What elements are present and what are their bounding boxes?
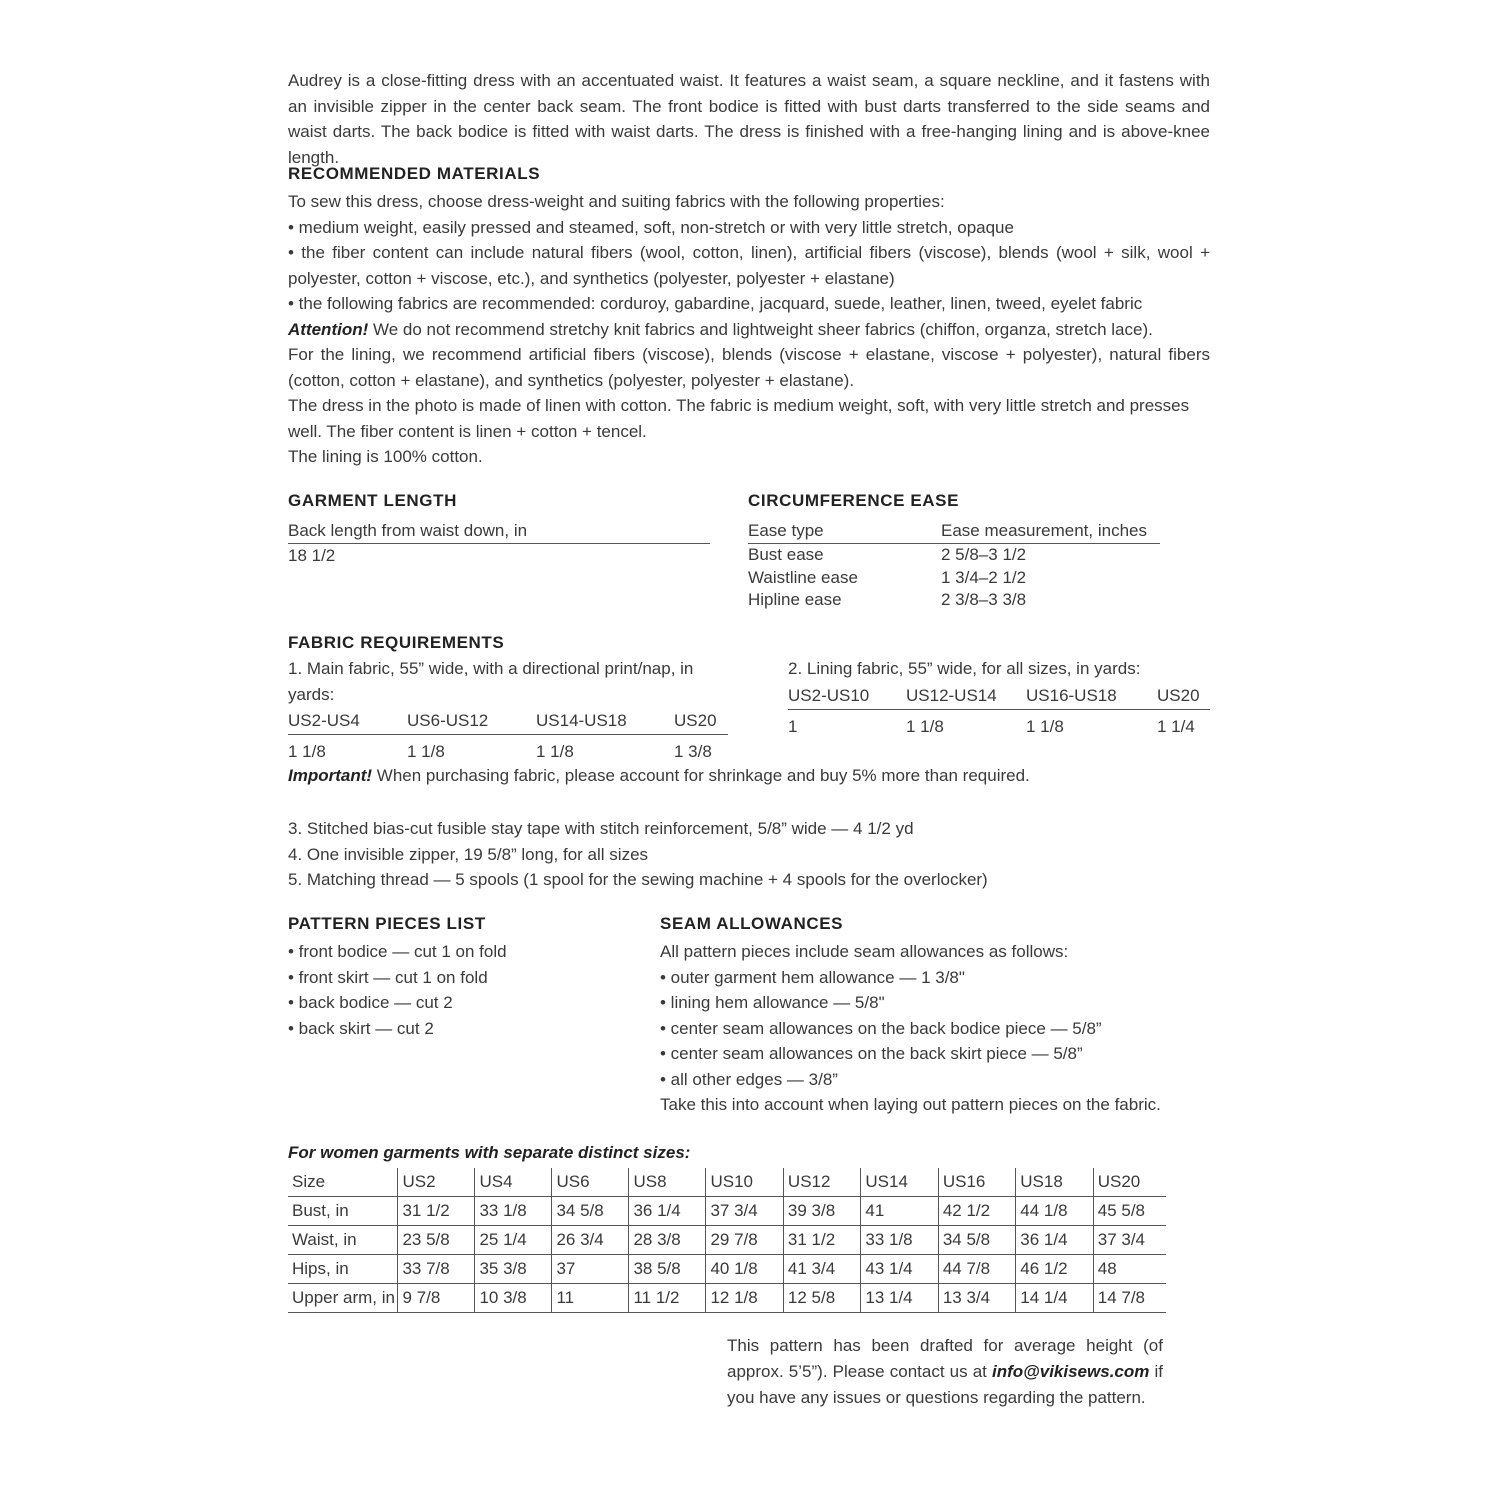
- ease-type: Hipline ease: [748, 590, 842, 610]
- lining-fabric-header-row: [788, 682, 1210, 710]
- table-cell: 33 1/8: [861, 1226, 938, 1255]
- size-header-cell: US8: [629, 1168, 706, 1197]
- main-fabric-size: US20: [674, 711, 717, 730]
- table-cell: 35 3/8: [475, 1255, 552, 1284]
- garment-length-title: GARMENT LENGTH: [288, 491, 457, 510]
- table-cell: 25 1/4: [475, 1226, 552, 1255]
- size-header-cell: US6: [552, 1168, 629, 1197]
- materials-section: [288, 163, 1210, 470]
- materials-bullet-1: • medium weight, easily pressed and steamed, soft, non-stretch or with very little stretch, opaque: [288, 217, 1014, 237]
- table-cell: 10 3/8: [475, 1284, 552, 1313]
- table-cell: 48: [1093, 1255, 1166, 1284]
- attention-note: [288, 317, 1210, 343]
- table-cell: 11 1/2: [629, 1284, 706, 1313]
- ease-col-type: Ease type: [748, 521, 824, 540]
- table-cell: 11: [552, 1284, 629, 1313]
- table-cell: 33 7/8: [398, 1255, 475, 1284]
- notion-item: 4. One invisible zipper, 19 5/8” long, for all sizes: [288, 844, 649, 864]
- table-cell: 43 1/4: [861, 1255, 938, 1284]
- attention-text: We do not recommend stretchy knit fabrics and lightweight sheer fabrics (chiffon, organza, stretch lace).: [368, 319, 1153, 339]
- seam-allowance-item: • center seam allowances on the back skirt piece — 5/8”: [660, 1044, 1083, 1063]
- table-cell: 33 1/8: [475, 1197, 552, 1226]
- lining-fabric-yards: 1 1/8: [1026, 716, 1064, 736]
- size-header-cell: US18: [1016, 1168, 1093, 1197]
- lining-fabric-yards: 1: [788, 716, 798, 736]
- lining-fabric-yards: 1 1/8: [906, 716, 944, 736]
- seam-allowances-note: Take this into account when laying out pattern pieces on the fabric.: [660, 1095, 1161, 1114]
- table-cell: 46 1/2: [1016, 1255, 1093, 1284]
- size-header-cell: US20: [1093, 1168, 1166, 1197]
- ease-section: [748, 490, 1160, 612]
- lining-fabric-title: 2. Lining fabric, 55” wide, for all sizes, in yards:: [788, 659, 1141, 678]
- footer-text-post: if you have any issues or questions regarding the pattern.: [727, 1362, 1163, 1407]
- table-cell: 12 5/8: [783, 1284, 860, 1313]
- pattern-pieces-section: [288, 913, 628, 1041]
- table-cell: 14 7/8: [1093, 1284, 1166, 1313]
- main-fabric-yards: 1 1/8: [536, 742, 574, 761]
- lining-fabric-size: US16-US18: [1026, 685, 1117, 705]
- lining-recommendation: For the lining, we recommend artificial fibers (viscose), blends (viscose + elastane, viscose + polyester), natural fibers (cotton, cotton + elastane), and synthetics (polyester, polyester + elastane).: [288, 345, 1210, 390]
- intro-paragraph: Audrey is a close-fitting dress with an accentuated waist. It features a waist seam, a square neckline, and it fastens with an invisible zipper in the center back seam. The front bodice is fitted with bust darts transferred to the side seams and waist darts. The back bodice is fitted with waist darts. The dress is finished with a free-hanging lining and is above-knee length.: [288, 71, 1210, 167]
- table-cell: 36 1/4: [629, 1197, 706, 1226]
- size-header-cell: US2: [398, 1168, 475, 1197]
- size-header-cell: US4: [475, 1168, 552, 1197]
- pattern-piece-item: • back bodice — cut 2: [288, 993, 453, 1012]
- ease-value: 2 3/8–3 3/8: [941, 590, 1027, 610]
- attention-label: Attention!: [288, 319, 369, 339]
- lining-fabric-table: [788, 656, 1210, 744]
- table-cell: 13 3/4: [938, 1284, 1015, 1313]
- pattern-pieces-title: PATTERN PIECES LIST: [288, 914, 486, 933]
- table-cell: 45 5/8: [1093, 1197, 1166, 1226]
- table-cell: 44 7/8: [938, 1255, 1015, 1284]
- main-fabric-table: [288, 656, 728, 769]
- important-note: [288, 763, 1030, 789]
- main-fabric-size: US14-US18: [536, 711, 627, 730]
- table-cell: 40 1/8: [706, 1255, 783, 1284]
- main-fabric-size: US6-US12: [407, 711, 489, 730]
- table-cell: 37 3/4: [706, 1197, 783, 1226]
- ease-header-row: [748, 519, 1160, 544]
- size-chart-title: For women garments with separate distinct sizes:: [288, 1143, 691, 1162]
- table-cell: 28 3/8: [629, 1226, 706, 1255]
- ease-row: [748, 544, 1160, 567]
- table-cell: 13 1/4: [861, 1284, 938, 1313]
- table-cell: 37: [552, 1255, 629, 1284]
- main-fabric-yards: 1 3/8: [674, 742, 712, 761]
- table-cell: 36 1/4: [1016, 1226, 1093, 1255]
- garment-length-value: 18 1/2: [288, 546, 336, 565]
- seam-allowances-lead: All pattern pieces include seam allowances as follows:: [660, 942, 1069, 961]
- photo-fabric-note: The dress in the photo is made of linen with cotton. The fabric is medium weight, soft, with very little stretch and presses well. The fiber content is linen + cotton + tencel.: [288, 396, 1190, 441]
- lining-fabric-size: US20: [1157, 685, 1200, 705]
- table-cell: 12 1/8: [706, 1284, 783, 1313]
- table-cell: 38 5/8: [629, 1255, 706, 1284]
- table-cell: 31 1/2: [398, 1197, 475, 1226]
- ease-row: [748, 589, 1160, 612]
- table-cell: Bust, in: [288, 1197, 398, 1226]
- main-fabric-header-row: [288, 707, 728, 735]
- pattern-piece-item: • front skirt — cut 1 on fold: [288, 967, 488, 987]
- main-fabric-title: 1. Main fabric, 55” wide, with a directional print/nap, in yards:: [288, 659, 694, 704]
- materials-bullet-3: • the following fabrics are recommended: corduroy, gabardine, jacquard, suede, leather, linen, tweed, eyelet fabric: [288, 294, 1143, 313]
- ease-type: Bust ease: [748, 545, 824, 564]
- notion-item: 5. Matching thread — 5 spools (1 spool for the sewing machine + 4 spools for the overlocker): [288, 870, 988, 889]
- lining-fabric-value-row: [788, 710, 1210, 744]
- important-label: Important!: [288, 766, 373, 785]
- table-cell: 34 5/8: [938, 1226, 1015, 1255]
- seam-allowance-item: • all other edges — 3/8”: [660, 1069, 838, 1089]
- main-fabric-yards: 1 1/8: [288, 742, 326, 761]
- table-cell: 39 3/8: [783, 1197, 860, 1226]
- ease-value: 2 5/8–3 1/2: [941, 545, 1027, 564]
- table-cell: 42 1/2: [938, 1197, 1015, 1226]
- size-chart-header-row: [288, 1168, 1166, 1197]
- footer-text-pre: This pattern has been drafted for average height (of approx. 5’5”). Please contact us at: [727, 1336, 1163, 1381]
- table-cell: 44 1/8: [1016, 1197, 1093, 1226]
- main-fabric-size: US2-US4: [288, 711, 360, 730]
- garment-length-section: [288, 490, 710, 568]
- table-cell: 26 3/4: [552, 1226, 629, 1255]
- table-cell: 31 1/2: [783, 1226, 860, 1255]
- photo-lining-note: The lining is 100% cotton.: [288, 447, 483, 466]
- table-cell: 41: [861, 1197, 938, 1226]
- main-fabric-yards: 1 1/8: [407, 742, 445, 761]
- materials-lead: To sew this dress, choose dress-weight and suiting fabrics with the following properties:: [288, 192, 945, 211]
- size-header-cell: US10: [706, 1168, 783, 1197]
- table-row: [288, 1226, 1166, 1255]
- table-cell: Waist, in: [288, 1226, 398, 1255]
- size-header-cell: Size: [288, 1168, 398, 1197]
- table-row: [288, 1197, 1166, 1226]
- size-chart-table: [288, 1168, 1166, 1313]
- ease-value: 1 3/4–2 1/2: [941, 567, 1027, 587]
- important-text: When purchasing fabric, please account for shrinkage and buy 5% more than required.: [372, 766, 1030, 785]
- materials-bullet-2: • the fiber content can include natural fibers (wool, cotton, linen), artificial fibers (viscose), blends (wool + silk, wool + polyester, cotton + viscose, etc.), and synthetics (polyester, polyester + elastane): [288, 243, 1210, 288]
- lining-fabric-yards: 1 1/4: [1157, 716, 1195, 736]
- garment-length-header: Back length from waist down, in: [288, 519, 710, 544]
- table-cell: 9 7/8: [398, 1284, 475, 1313]
- table-row: [288, 1284, 1166, 1313]
- table-cell: 23 5/8: [398, 1226, 475, 1255]
- size-header-cell: US16: [938, 1168, 1015, 1197]
- fabric-title: FABRIC REQUIREMENTS: [288, 633, 505, 652]
- seam-allowances-section: [660, 913, 1210, 1118]
- notion-item: 3. Stitched bias-cut fusible stay tape with stitch reinforcement, 5/8” wide — 4 1/2 yd: [288, 819, 914, 838]
- lining-fabric-size: US12-US14: [906, 685, 997, 705]
- lining-fabric-size: US2-US10: [788, 685, 870, 705]
- notions-list: [288, 816, 1210, 893]
- contact-email-link[interactable]: info@vikisews.com: [992, 1362, 1150, 1381]
- footer-note: [727, 1333, 1163, 1411]
- ease-row: [748, 567, 1160, 590]
- seam-allowance-item: • lining hem allowance — 5/8": [660, 993, 885, 1012]
- seam-allowances-title: SEAM ALLOWANCES: [660, 914, 844, 933]
- ease-col-measurement: Ease measurement, inches: [941, 521, 1147, 540]
- size-header-cell: US14: [861, 1168, 938, 1197]
- table-row: [288, 1255, 1166, 1284]
- materials-title: RECOMMENDED MATERIALS: [288, 164, 541, 183]
- table-cell: 37 3/4: [1093, 1226, 1166, 1255]
- ease-type: Waistline ease: [748, 567, 858, 587]
- pattern-piece-item: • back skirt — cut 2: [288, 1018, 434, 1038]
- table-cell: Upper arm, in: [288, 1284, 398, 1313]
- size-header-cell: US12: [783, 1168, 860, 1197]
- seam-allowance-item: • center seam allowances on the back bodice piece — 5/8”: [660, 1018, 1102, 1038]
- pattern-piece-item: • front bodice — cut 1 on fold: [288, 942, 507, 961]
- table-cell: Hips, in: [288, 1255, 398, 1284]
- table-cell: 41 3/4: [783, 1255, 860, 1284]
- table-cell: 29 7/8: [706, 1226, 783, 1255]
- table-cell: 34 5/8: [552, 1197, 629, 1226]
- table-cell: 14 1/4: [1016, 1284, 1093, 1313]
- ease-title: CIRCUMFERENCE EASE: [748, 491, 960, 510]
- seam-allowance-item: • outer garment hem allowance — 1 3/8": [660, 967, 965, 987]
